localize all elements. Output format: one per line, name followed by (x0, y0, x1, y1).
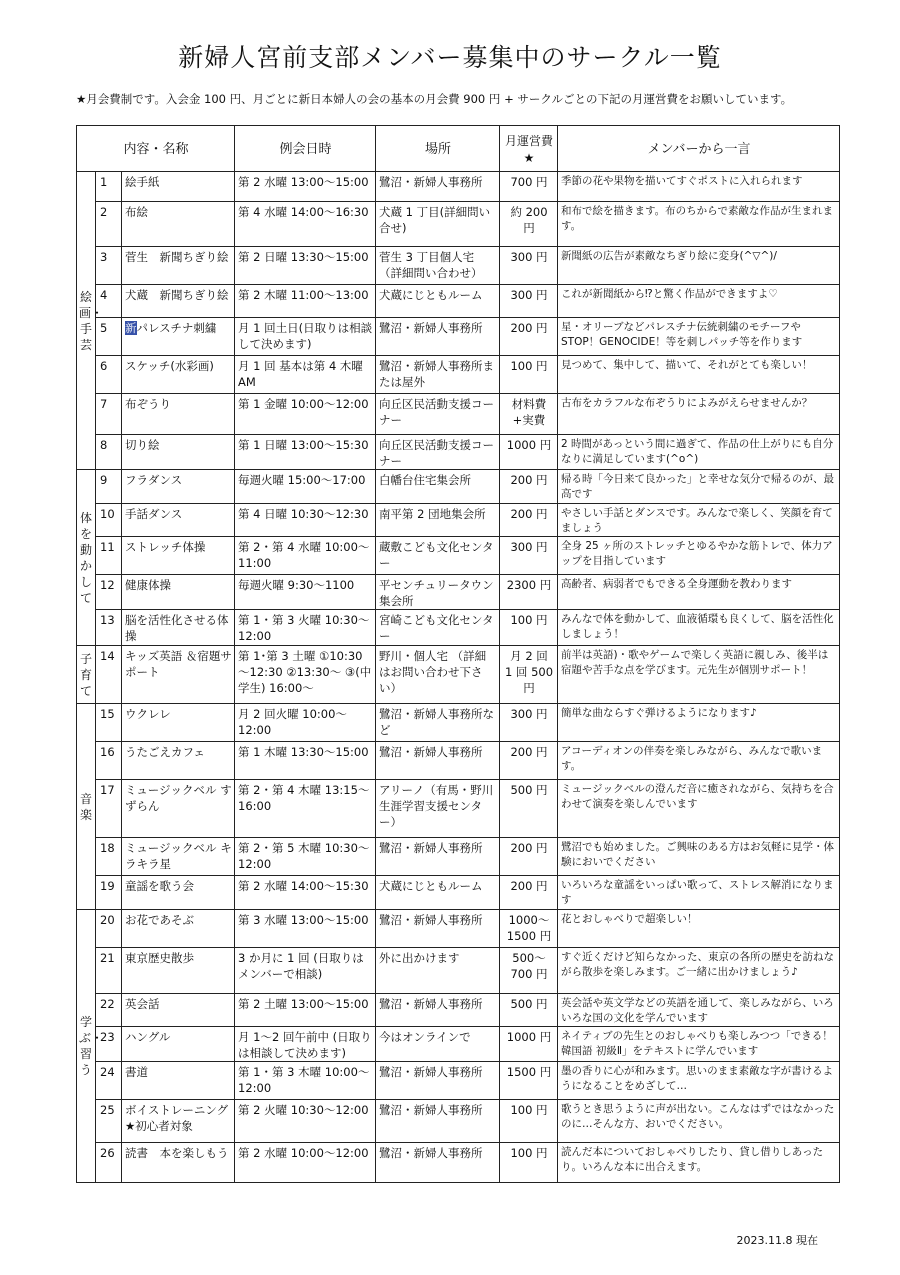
cell-no: 3 (96, 247, 122, 285)
cell-schedule: 第 2 火曜 10:30～12:00 (235, 1100, 376, 1143)
cell-name: ミュージックベル すずらん (122, 780, 235, 838)
table-row (77, 435, 840, 470)
page-title: 新婦人宮前支部メンバー募集中のサークル一覧 (178, 43, 722, 72)
cell-fee: 200 円 (500, 876, 558, 910)
cell-message: 星・オリーブなどパレスチナ伝統刺繍のモチーフや STOP！GENOCIDE！等を刺しパッチ等を作ります (558, 318, 840, 356)
table-row (77, 504, 840, 537)
table-row (77, 285, 840, 318)
cell-fee: 1000 円 (500, 1027, 558, 1062)
cell-place: 野川・個人宅 （詳細はお問い合わせ下さい） (376, 646, 500, 704)
cell-name: ミュージックベル キラキラ星 (122, 838, 235, 876)
cell-schedule: 毎週火曜 9:30～1100 (235, 575, 376, 610)
table-row (77, 172, 840, 202)
cell-schedule: 第 1・第 3 木曜 10:00～12:00 (235, 1062, 376, 1100)
cell-fee: 200 円 (500, 504, 558, 537)
cell-no: 22 (96, 994, 122, 1027)
cell-schedule: 3 か月に 1 回 (日取りはメンバーで相談) (235, 948, 376, 994)
table-row (77, 1100, 840, 1143)
cell-no: 6 (96, 356, 122, 394)
cell-no: 13 (96, 610, 122, 646)
cell-name: 読書 本を楽しもう (122, 1143, 235, 1183)
table-row (77, 646, 840, 704)
table-row (77, 575, 840, 610)
cell-no: 11 (96, 537, 122, 575)
cell-name: 書道 (122, 1062, 235, 1100)
cell-fee: 300 円 (500, 285, 558, 318)
table-row (77, 838, 840, 876)
cell-fee: 1000 円 (500, 435, 558, 470)
cell-message: 高齢者、病弱者でもできる全身運動を教わります (558, 575, 840, 610)
cell-place: 向丘区民活動支援コーナー (376, 394, 500, 435)
table-row (77, 356, 840, 394)
cell-place: 南平第 2 団地集会所 (376, 504, 500, 537)
cell-place: 向丘区民活動支援コーナー (376, 435, 500, 470)
cell-no: 18 (96, 838, 122, 876)
cell-no: 14 (96, 646, 122, 704)
cell-message: 前半は英語)・歌やゲームで楽しく英語に親しみ、後半は宿題や苦手な点を学びます。元先生が個別サポート！ (558, 646, 840, 704)
category-cell: 学ぶ・習う (77, 910, 96, 1183)
header-name: 内容・名称 (77, 126, 235, 172)
cell-fee: 100 円 (500, 1100, 558, 1143)
header-fee: 月運営費★ (500, 126, 558, 172)
header-schedule: 例会日時 (235, 126, 376, 172)
cell-name: キッズ英語 ＆宿題サポート (122, 646, 235, 704)
cell-place: 鷺沼・新婦人事務所 (376, 838, 500, 876)
cell-name: 犬蔵 新聞ちぎり絵 (122, 285, 235, 318)
cell-no: 5 (96, 318, 122, 356)
table-header-row (77, 126, 840, 172)
cell-fee: 100 円 (500, 610, 558, 646)
cell-message: すぐ近くだけど知らなかった、東京の各所の歴史を訪ねながら散歩を楽しみます。ご一緒に出かけましょう♪ (558, 948, 840, 994)
table-row (77, 610, 840, 646)
cell-schedule: 第 2 水曜 10:00～12:00 (235, 1143, 376, 1183)
table-row (77, 948, 840, 994)
cell-name: ハングル (122, 1027, 235, 1062)
cell-place: 鷺沼・新婦人事務所 (376, 172, 500, 202)
cell-name: スケッチ(水彩画) (122, 356, 235, 394)
header-place: 場所 (376, 126, 500, 172)
cell-place: 鷺沼・新婦人事務所など (376, 704, 500, 742)
cell-message: いろいろな童謡をいっぱい歌って、ストレス解消になります (558, 876, 840, 910)
cell-fee: 100 円 (500, 1143, 558, 1183)
cell-message: 和布で絵を描きます。布のちからで素敵な作品が生まれます。 (558, 202, 840, 247)
table-row (77, 704, 840, 742)
cell-fee: 約 200 円 (500, 202, 558, 247)
cell-message: やさしい手話とダンスです。みんなで楽しく、笑顔を育てましょう (558, 504, 840, 537)
cell-name: 絵手紙 (122, 172, 235, 202)
cell-message: 季節の花や果物を描いてすぐポストに入れられます (558, 172, 840, 202)
cell-message: 歌うとき思うように声が出ない。こんなはずではなかったのに…そんな方、おいでください。 (558, 1100, 840, 1143)
cell-schedule: 第 1･第 3 土曜 ①10:30～12:30 ②13:30～ ③(中学生) 16:00～ (235, 646, 376, 704)
category-cell: 子育て (77, 646, 96, 704)
cell-no: 9 (96, 470, 122, 504)
cell-message: 2 時間があっという間に過ぎて、作品の仕上がりにも自分なりに満足しています(^o^) (558, 435, 840, 470)
cell-fee: 100 円 (500, 356, 558, 394)
cell-no: 21 (96, 948, 122, 994)
as-of-date: 2023.11.8 現在 (736, 1234, 818, 1247)
table-row (77, 247, 840, 285)
cell-name: 菅生 新聞ちぎり絵 (122, 247, 235, 285)
cell-no: 25 (96, 1100, 122, 1143)
table-row (77, 1143, 840, 1183)
cell-name: フラダンス (122, 470, 235, 504)
cell-place: 犬蔵 1 丁目(詳細問い合せ) (376, 202, 500, 247)
cell-schedule: 月 1 回土日(日取りは相談して決めます) (235, 318, 376, 356)
cell-fee: 300 円 (500, 247, 558, 285)
cell-place: 菅生 3 丁目個人宅（詳細問い合わせ） (376, 247, 500, 285)
cell-no: 10 (96, 504, 122, 537)
cell-no: 4 (96, 285, 122, 318)
cell-no: 16 (96, 742, 122, 780)
cell-name: うたごえカフェ (122, 742, 235, 780)
table-row (77, 394, 840, 435)
cell-message: 読んだ本についておしゃべりしたり、貸し借りしあったり。いろんな本に出合えます。 (558, 1143, 840, 1183)
cell-schedule: 第 4 水曜 14:00～16:30 (235, 202, 376, 247)
cell-place: 鷺沼・新婦人事務所 (376, 1062, 500, 1100)
cell-schedule: 第 2・第 5 木曜 10:30～12:00 (235, 838, 376, 876)
cell-place: 平センチュリータウン集会所 (376, 575, 500, 610)
cell-place: 宮崎こども文化センター (376, 610, 500, 646)
circle-table (76, 125, 840, 1183)
cell-fee: 200 円 (500, 470, 558, 504)
cell-place: 犬蔵にじともルーム (376, 876, 500, 910)
cell-schedule: 第 2 水曜 13:00～15:00 (235, 172, 376, 202)
cell-fee: 300 円 (500, 704, 558, 742)
cell-schedule: 月 2 回火曜 10:00～12:00 (235, 704, 376, 742)
cell-place: 鷺沼・新婦人事務所 (376, 910, 500, 948)
table-row (77, 1027, 840, 1062)
cell-schedule: 第 2・第 4 木曜 13:15～16:00 (235, 780, 376, 838)
cell-name: 布絵 (122, 202, 235, 247)
cell-place: 鷺沼・新婦人事務所 (376, 1143, 500, 1183)
cell-message: ネイティブの先生とのおしゃべりも楽しみつつ「できる！韓国語 初級Ⅱ」をテキストに学んでいます (558, 1027, 840, 1062)
cell-place: 今はオンラインで (376, 1027, 500, 1062)
table-row (77, 742, 840, 780)
cell-no: 1 (96, 172, 122, 202)
cell-no: 15 (96, 704, 122, 742)
cell-no: 12 (96, 575, 122, 610)
cell-name: ウクレレ (122, 704, 235, 742)
cell-place: アリーノ（有馬・野川生涯学習支援センター） (376, 780, 500, 838)
cell-name: 切り絵 (122, 435, 235, 470)
cell-name: お花であそぶ (122, 910, 235, 948)
cell-message: 古布をカラフルな布ぞうりによみがえらせませんか？ (558, 394, 840, 435)
cell-schedule: 第 2 木曜 11:00～13:00 (235, 285, 376, 318)
cell-name: ボイストレーニング ★初心者対象 (122, 1100, 235, 1143)
cell-schedule: 月 1～2 回午前中 (日取りは相談して決めます) (235, 1027, 376, 1062)
cell-message: 花とおしゃべりで超楽しい！ (558, 910, 840, 948)
new-mark: 新 (125, 321, 137, 335)
cell-fee: 500 円 (500, 994, 558, 1027)
table-row (77, 994, 840, 1027)
cell-schedule: 第 1 木曜 13:30～15:00 (235, 742, 376, 780)
cell-no: 24 (96, 1062, 122, 1100)
cell-schedule: 第 1 金曜 10:00～12:00 (235, 394, 376, 435)
cell-schedule: 第 2 日曜 13:30～15:00 (235, 247, 376, 285)
cell-message: 鷺沼でも始めました。ご興味のある方はお気軽に見学・体験においでください (558, 838, 840, 876)
table-row (77, 318, 840, 356)
cell-fee: 500～700 円 (500, 948, 558, 994)
cell-schedule: 第 2 水曜 14:00～15:30 (235, 876, 376, 910)
cell-place: 鷺沼・新婦人事務所 (376, 1100, 500, 1143)
cell-place: 外に出かけます (376, 948, 500, 994)
cell-place: 鷺沼・新婦人事務所 (376, 994, 500, 1027)
table-row (77, 202, 840, 247)
cell-place: 鷺沼・新婦人事務所または屋外 (376, 356, 500, 394)
cell-schedule: 第 3 水曜 13:00～15:00 (235, 910, 376, 948)
cell-place: 鷺沼・新婦人事務所 (376, 318, 500, 356)
cell-fee: 月 2 回 1 回 500 円 (500, 646, 558, 704)
cell-schedule: 第 2 土曜 13:00～15:00 (235, 994, 376, 1027)
cell-schedule: 第 1 日曜 13:00～15:30 (235, 435, 376, 470)
category-cell: 音楽 (77, 704, 96, 910)
cell-fee: 200 円 (500, 742, 558, 780)
cell-name: 新パレスチナ刺繍 (122, 318, 235, 356)
header-message: メンバーから一言 (558, 126, 840, 172)
cell-message: アコーディオンの伴奏を楽しみながら、みんなで歌います。 (558, 742, 840, 780)
cell-name: ストレッチ体操 (122, 537, 235, 575)
cell-fee: 500 円 (500, 780, 558, 838)
cell-message: 帰る時「今日来て良かった」と幸せな気分で帰るのが、最高です (558, 470, 840, 504)
cell-fee: 200 円 (500, 838, 558, 876)
cell-message: みんなで体を動かして、血液循環も良くして、脳を活性化しましょう！ (558, 610, 840, 646)
cell-message: 簡単な曲ならすぐ弾けるようになります♪ (558, 704, 840, 742)
cell-message: 全身 25 ヶ所のストレッチとゆるやかな筋トレで、体力アップを目指しています (558, 537, 840, 575)
cell-place: 犬蔵にじともルーム (376, 285, 500, 318)
cell-no: 2 (96, 202, 122, 247)
cell-no: 23 (96, 1027, 122, 1062)
cell-no: 19 (96, 876, 122, 910)
cell-fee: 1000～1500 円 (500, 910, 558, 948)
cell-place: 蔵敷こども文化センター (376, 537, 500, 575)
cell-schedule: 第 2・第 4 水曜 10:00～11:00 (235, 537, 376, 575)
cell-fee: 2300 円 (500, 575, 558, 610)
cell-schedule: 毎週火曜 15:00～17:00 (235, 470, 376, 504)
cell-place: 鷺沼・新婦人事務所 (376, 742, 500, 780)
cell-fee: 200 円 (500, 318, 558, 356)
cell-name: 脳を活性化させる体操 (122, 610, 235, 646)
cell-name: 布ぞうり (122, 394, 235, 435)
cell-name: 英会話 (122, 994, 235, 1027)
cell-schedule: 第 1・第 3 火曜 10:30～12:00 (235, 610, 376, 646)
cell-fee: 300 円 (500, 537, 558, 575)
category-cell: 体を動かして (77, 470, 96, 646)
table-row (77, 780, 840, 838)
cell-message: 新聞紙の広告が素敵なちぎり絵に変身(^▽^)/ (558, 247, 840, 285)
table-row (77, 910, 840, 948)
fee-note: ★月会費制です。入会金 100 円、月ごとに新日本婦人の会の基本の月会費 900 円 + サークルごとの下記の月運営費をお願いしています。 (76, 92, 793, 106)
table-row (77, 876, 840, 910)
table-row (77, 537, 840, 575)
cell-fee: 700 円 (500, 172, 558, 202)
cell-no: 17 (96, 780, 122, 838)
table-row (77, 470, 840, 504)
cell-fee: 1500 円 (500, 1062, 558, 1100)
cell-message: これが新聞紙から⁉と驚く作品ができますよ♡ (558, 285, 840, 318)
cell-message: 英会話や英文学などの英語を通して、楽しみながら、いろいろな国の文化を学んでいます (558, 994, 840, 1027)
cell-name: 童謡を歌う会 (122, 876, 235, 910)
cell-schedule: 月 1 回 基本は第 4 木曜 AM (235, 356, 376, 394)
cell-place: 白幡台住宅集会所 (376, 470, 500, 504)
cell-name: 手話ダンス (122, 504, 235, 537)
cell-schedule: 第 4 日曜 10:30～12:30 (235, 504, 376, 537)
cell-message: ミュージックベルの澄んだ音に癒されながら、気持ちを合わせて演奏を楽しんでいます (558, 780, 840, 838)
cell-name: 健康体操 (122, 575, 235, 610)
cell-message: 見つめて、集中して、描いて、それがとても楽しい！ (558, 356, 840, 394)
cell-no: 20 (96, 910, 122, 948)
cell-fee: 材料費+実費 (500, 394, 558, 435)
cell-name: 東京歴史散歩 (122, 948, 235, 994)
category-cell: 絵画・手芸 (77, 172, 96, 470)
cell-no: 26 (96, 1143, 122, 1183)
table-row (77, 1062, 840, 1100)
cell-no: 7 (96, 394, 122, 435)
cell-no: 8 (96, 435, 122, 470)
cell-message: 墨の香りに心が和みます。思いのまま素敵な字が書けるようになることをめざして… (558, 1062, 840, 1100)
